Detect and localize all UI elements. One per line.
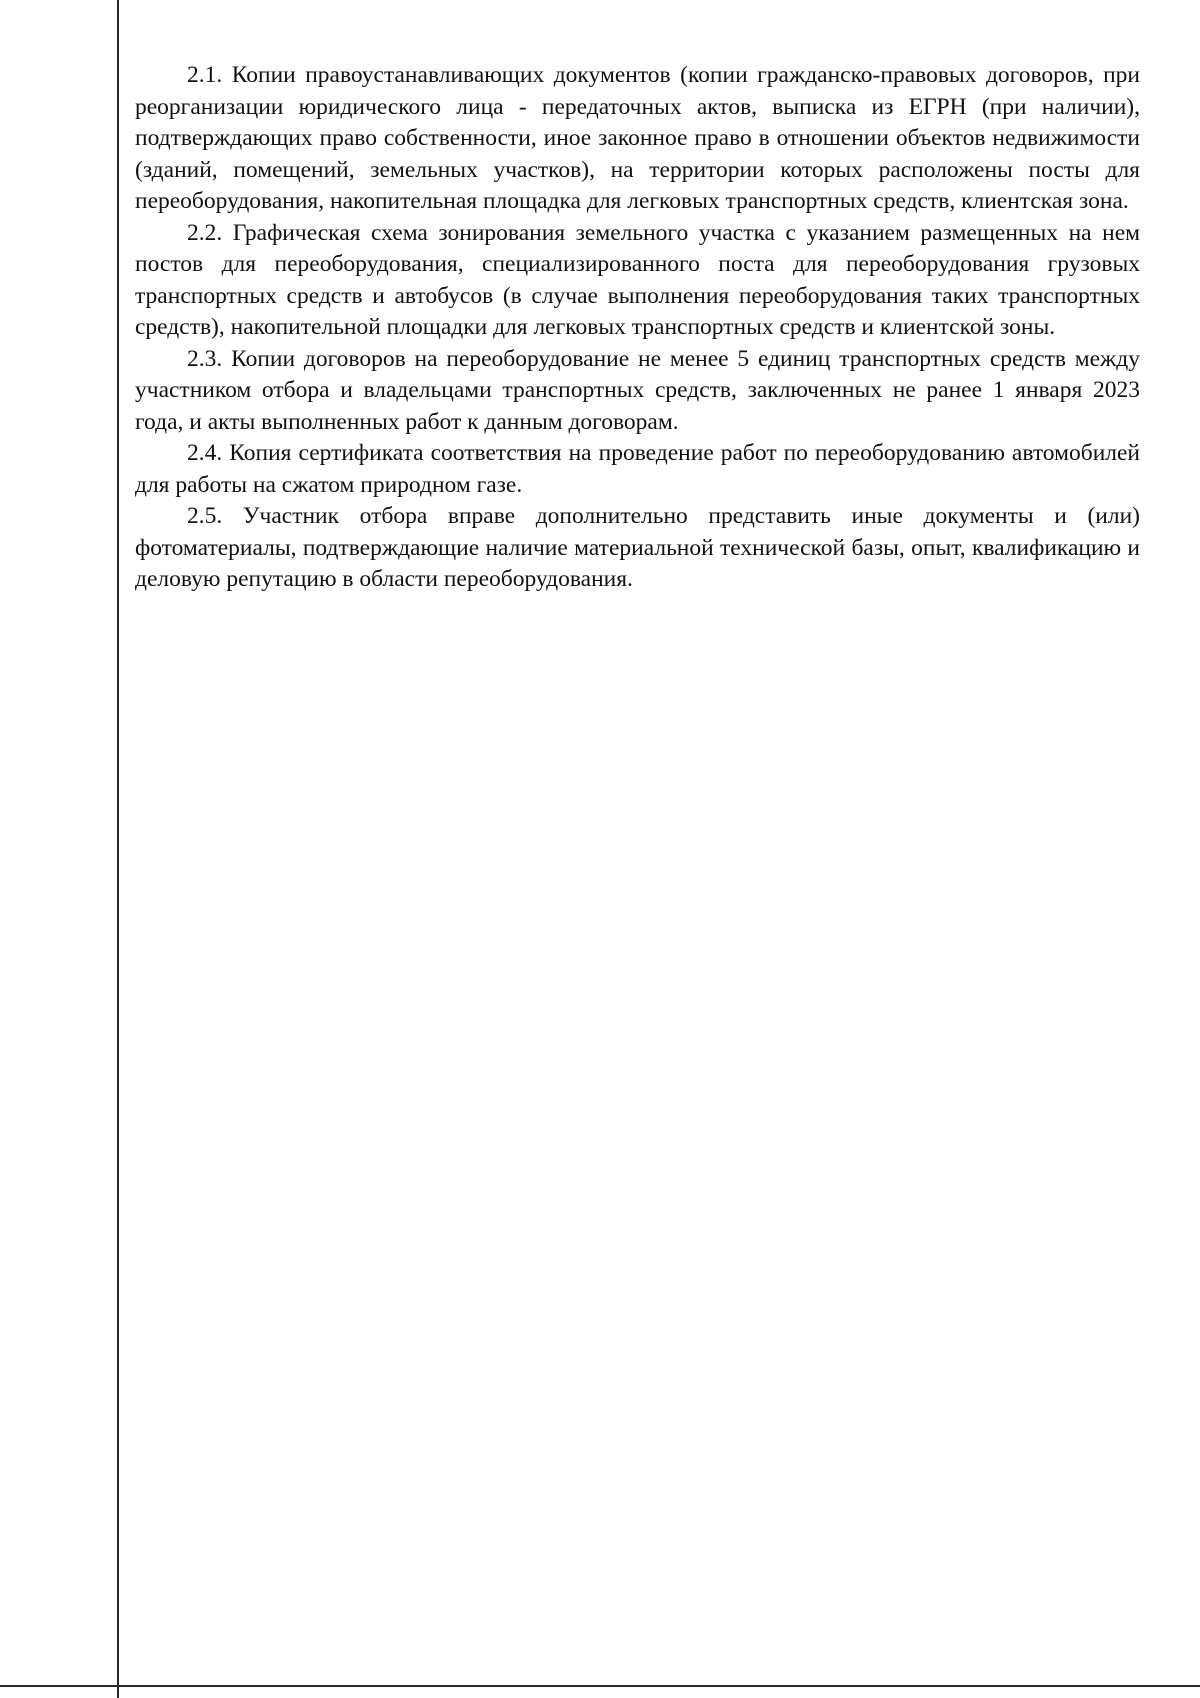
paragraph-number: 2.1. bbox=[187, 62, 223, 88]
left-margin-line bbox=[117, 0, 119, 1698]
bottom-border-line bbox=[0, 1685, 1200, 1687]
paragraph-text: Копии договоров на переоборудование не менее 5 единиц транспортных средств между участником отбора и владельцами транспортных средств, заключенных не ранее 1 января 2023 года, и акты выполненных работ к данным договорам. bbox=[135, 345, 1140, 435]
paragraph-2-5 bbox=[135, 501, 1140, 596]
paragraph-2-1 bbox=[135, 60, 1140, 218]
paragraph-number: 2.5. bbox=[187, 503, 223, 529]
paragraph-number: 2.4. bbox=[187, 440, 223, 466]
document-body bbox=[135, 60, 1140, 596]
paragraph-number: 2.2. bbox=[187, 219, 223, 246]
paragraph-text: Копии правоустанавливающих документов (копии гражданско-правовых договоров, при реорганизации юридического лица - передаточных актов, выписка из ЕГРН (при наличии), подтверждающих право собственности, иное законное право в отношении объектов недвижимости (зданий, помещений, земельных участков), на территории которых расположены посты для переоборудования, накопительная площадка для легковых транспортных средств, клиентская зона. bbox=[135, 62, 1141, 214]
paragraph-2-2 bbox=[135, 218, 1140, 344]
paragraph-number: 2.3. bbox=[187, 345, 223, 372]
paragraph-text: Участник отбора вправе дополнительно представить иные документы и (или) фотоматериалы, подтверждающие наличие материальной технической базы, опыт, квалификацию и деловую репутацию в области переоборудования. bbox=[135, 503, 1141, 592]
paragraph-text: Копия сертификата соответствия на проведение работ по переоборудованию автомобилей для работы на сжатом природном газе. bbox=[135, 440, 1141, 498]
paragraph-2-4 bbox=[135, 438, 1140, 501]
paragraph-text: Графическая схема зонирования земельного участка с указанием размещенных на нем постов для переоборудования, специализированного поста для переоборудования грузовых транспортных средств и автобусов (в случае выполнения переоборудования таких транспортных средств), накопительной площадки для легковых транспортных средств и клиентской зоны. bbox=[135, 219, 1140, 340]
paragraph-2-3 bbox=[135, 344, 1140, 439]
